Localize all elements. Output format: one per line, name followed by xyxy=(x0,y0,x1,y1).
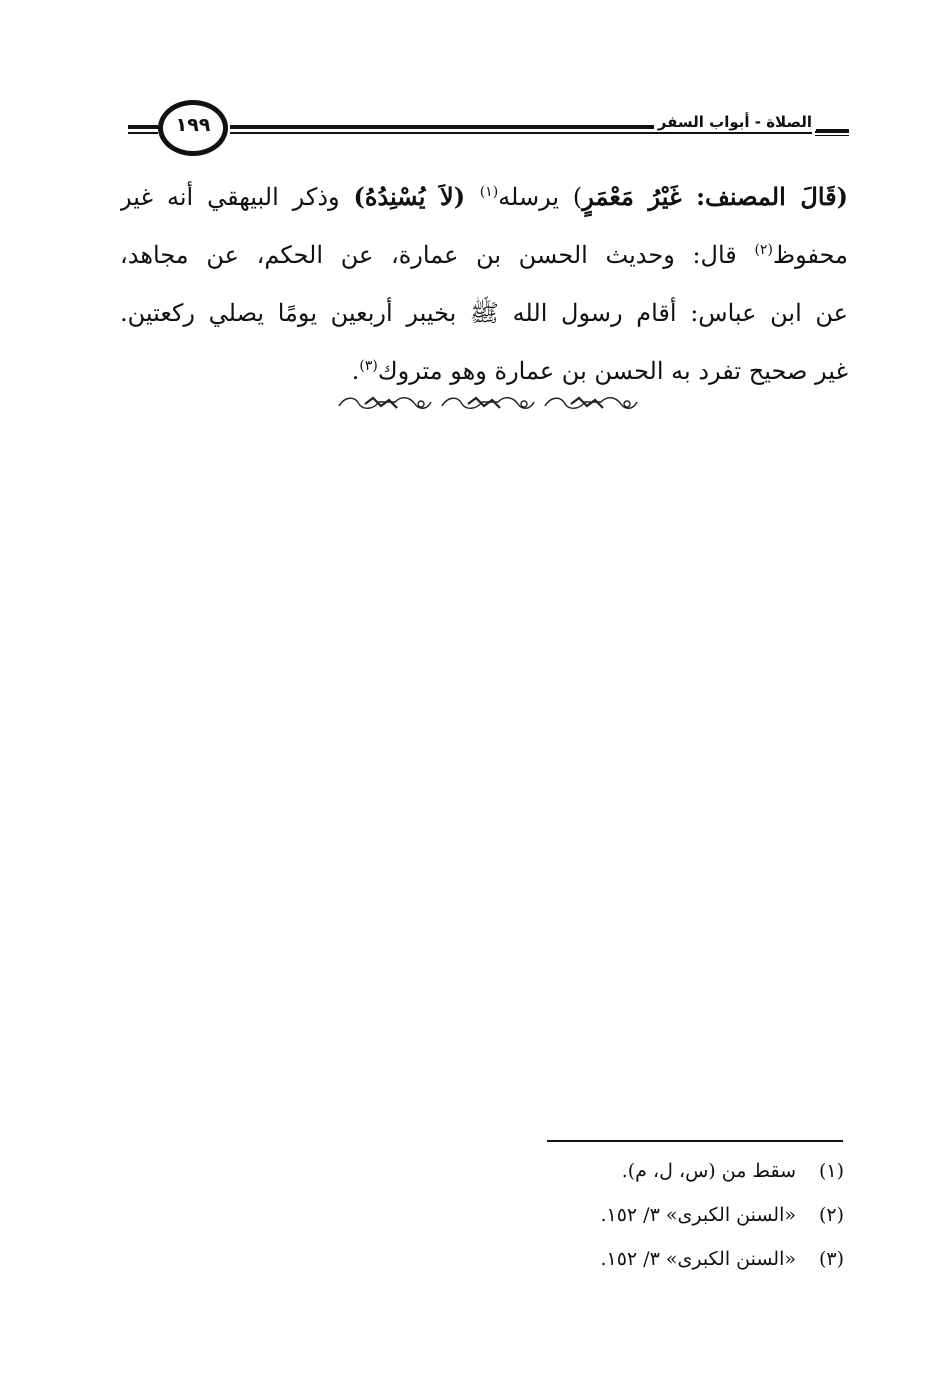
body-text xyxy=(120,168,848,400)
footnote-number: (٢) xyxy=(818,1204,844,1226)
footnote-text: «السنن الكبرى» ٣/ ١٥٢. xyxy=(600,1204,796,1226)
bold-text-segment: غَيْرُ مَعْمَرٍ xyxy=(582,182,682,211)
header-rule-left xyxy=(128,125,158,135)
body-line xyxy=(120,226,848,284)
ornament-divider-icon xyxy=(335,392,641,416)
footnote-3 xyxy=(600,1244,844,1288)
text-segment: قال: وحديث الحسن بن عمارة، عن الحكم، عن مجاهد، xyxy=(120,241,755,269)
text-segment: عن ابن عباس: أقام رسول الله ﷺ بخيبر أربعين يومًا يصلي ركعتين. xyxy=(120,299,848,327)
header-rule-tail xyxy=(815,129,849,133)
footnote-text: «السنن الكبرى» ٣/ ١٥٢. xyxy=(600,1248,796,1270)
footnote-number: (١) xyxy=(818,1160,844,1182)
text-segment: محفوظ xyxy=(772,241,848,269)
body-line xyxy=(120,284,848,342)
footnote-separator xyxy=(547,1140,843,1142)
footnote-1 xyxy=(600,1156,844,1200)
text-segment: غير صحيح تفرد به الحسن بن عمارة وهو متروك xyxy=(377,357,848,385)
text-segment: ) يرسله xyxy=(498,183,583,211)
footnote-marker: (٢) xyxy=(754,242,773,258)
footnote-number: (٣) xyxy=(818,1248,844,1270)
footnote-marker: (٣) xyxy=(359,358,378,374)
running-title: الصلاة - أبواب السفر xyxy=(654,113,816,131)
header-rule-tail-thin xyxy=(815,135,849,136)
footnote-2 xyxy=(600,1200,844,1244)
page-number: ١٩٩ xyxy=(175,114,211,136)
bold-text-segment: (قَالَ المصنف: xyxy=(681,182,848,211)
text-segment: وذكر البيهقي أنه غير xyxy=(120,183,354,211)
footnote-text: سقط من (س، ل، م). xyxy=(621,1160,796,1182)
body-line xyxy=(120,168,848,226)
text-segment: . xyxy=(351,357,360,385)
footnote-marker: (١) xyxy=(479,184,499,200)
footnotes xyxy=(600,1156,844,1288)
page-number-oval xyxy=(158,100,228,156)
bold-text-segment: (لاَ يُسْنِدُهُ) xyxy=(353,182,480,211)
